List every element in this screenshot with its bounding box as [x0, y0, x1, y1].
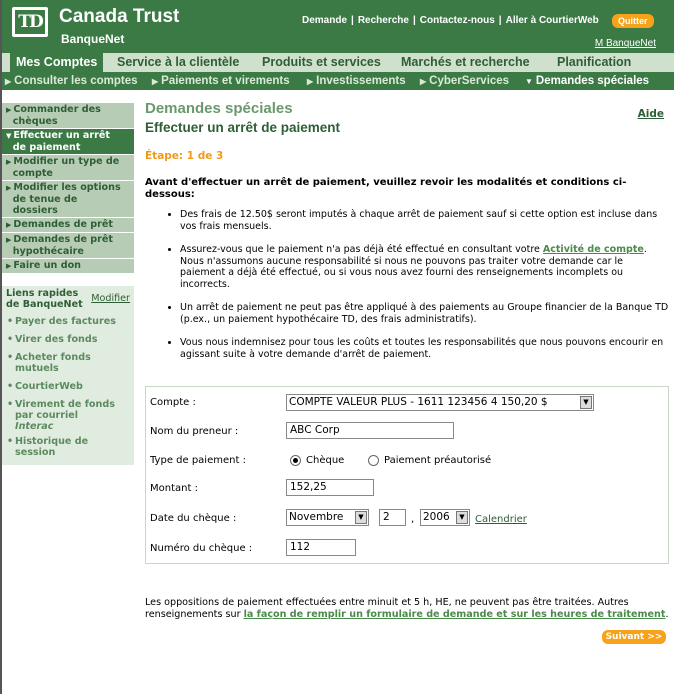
link-demande[interactable]: Demande [302, 15, 348, 26]
arrow-right-icon: ▶ [6, 262, 12, 270]
quick-link-fonds-mutuels[interactable]: • Acheter fonds mutuels [2, 351, 134, 375]
subnav-demandes-speciales[interactable]: ▼ Demandes spéciales [525, 75, 650, 87]
quick-link-courtierweb[interactable]: • CourtierWeb [2, 380, 134, 393]
date-label: Date du chèque : [150, 513, 237, 524]
quick-links-panel [2, 286, 134, 465]
side-item-options-dossiers[interactable]: ▶ Modifier les options de tenue de dossiers [2, 181, 134, 218]
footer-note: Les oppositions de paiement effectuées entre minuit et 5 h, HE, ne peuvent pas être traitées. Autres renseignements sur la façon de remplir un formulaire de demande et sur les heures de traitement. [145, 597, 669, 620]
quick-links-title: Liens rapides de BanqueNet Modifier [6, 288, 130, 310]
link-recherche[interactable]: Recherche [357, 15, 409, 26]
payee-input[interactable]: ABC Corp [286, 422, 454, 439]
td-logo[interactable] [12, 7, 48, 37]
header [2, 0, 674, 53]
quick-links-modify[interactable]: Modifier [91, 293, 130, 304]
logo-text: TD [15, 10, 45, 34]
month-select[interactable]: Novembre ▼ [286, 509, 369, 526]
radio-cheque[interactable] [290, 455, 301, 466]
side-item-commander-cheques[interactable]: ▶ Commander des chèques [2, 103, 134, 129]
arrow-down-icon: ▼ [525, 77, 533, 86]
account-select[interactable]: COMPTE VALEUR PLUS - 1611 123456 4 150,20 $ ▼ [286, 394, 594, 411]
processing-info-link[interactable]: la façon de remplir un formulaire de demande et sur les heures de traitement [243, 608, 666, 620]
main-content [145, 100, 669, 360]
help-link[interactable]: Aide [637, 108, 664, 120]
arrow-down-icon: ▼ [6, 132, 12, 140]
chevron-down-icon: ▼ [355, 511, 367, 524]
chevron-down-icon: ▼ [456, 511, 468, 524]
arrow-right-icon: ▶ [6, 184, 12, 192]
terms-scrollbox[interactable] [145, 209, 669, 360]
subnav-consulter[interactable]: ▶ Consulter les comptes [5, 75, 138, 87]
brand-name: Canada Trust [59, 6, 180, 27]
my-banquenet-link[interactable]: M BanqueNet [594, 38, 656, 49]
quick-link-virer-fonds[interactable]: • Virer des fonds [2, 333, 134, 346]
cheque-number-label: Numéro du chèque : [150, 543, 253, 554]
chevron-down-icon: ▼ [580, 396, 592, 409]
quit-button[interactable]: Quitter [612, 14, 654, 28]
next-button[interactable]: Suivant >> [602, 630, 666, 644]
year-select[interactable]: 2006 ▼ [420, 509, 470, 526]
side-item-demandes-pret[interactable]: ▶ Demandes de prêt [2, 218, 134, 233]
quick-link-historique[interactable]: • Historique de session [2, 435, 134, 459]
page-title: Effectuer un arrêt de paiement [145, 120, 341, 135]
term-td-payments: • Un arrêt de paiement ne peut pas être appliqué à des paiements au Groupe financier de la Banque TD (p.ex., un paiement hypothécaire TD, des frais administratifs). [180, 302, 669, 325]
amount-input[interactable]: 152,25 [286, 479, 374, 496]
payment-type-label: Type de paiement : [150, 455, 246, 466]
arrow-right-icon: ▶ [420, 77, 427, 86]
stop-payment-form [145, 386, 669, 564]
amount-label: Montant : [150, 483, 198, 494]
activity-link[interactable]: Activité de compte [542, 244, 644, 255]
tab-produits-services[interactable]: Produits et services [262, 55, 381, 69]
arrow-right-icon: ▶ [5, 77, 12, 86]
term-verify: • Assurez-vous que le paiement n'a pas déjà été effectué en consultant votre Activité de compte. Nous n'assumons aucune responsabilité si nous ne pouvons pas traiter votre demande car le paiement a déjà été effectué, ou si vous nous avez fourni des renseignements incomplets ou incorrects. [180, 244, 669, 290]
tab-mes-comptes[interactable]: Mes Comptes [10, 53, 103, 72]
subnav-investissements[interactable]: ▶ Investissements [307, 75, 406, 87]
arrow-right-icon: ▶ [152, 77, 159, 86]
radio-preauthorized-label: Paiement préautorisé [384, 455, 492, 466]
side-item-type-compte[interactable]: ▶ Modifier un type de compte [2, 155, 134, 181]
arrow-right-icon: ▶ [6, 158, 12, 166]
top-links: Demande | Recherche | Contactez-nous | Aller à CourtierWeb [302, 15, 599, 26]
link-contact[interactable]: Contactez-nous [419, 15, 495, 26]
tab-service-clientele[interactable]: Service à la clientèle [117, 55, 240, 69]
arrow-right-icon: ▶ [307, 77, 314, 86]
subnav-cyberservices[interactable]: ▶ CyberServices [420, 75, 510, 87]
sub-nav [2, 72, 674, 90]
radio-preauthorized[interactable] [368, 455, 379, 466]
calendar-link[interactable]: Calendrier [475, 514, 527, 525]
link-courtierweb[interactable]: Aller à CourtierWeb [505, 15, 599, 26]
step-indicator: Étape: 1 de 3 [145, 150, 224, 162]
section-title: Demandes spéciales [145, 100, 293, 117]
side-item-faire-don[interactable]: ▶ Faire un don [2, 259, 134, 274]
term-indemnify: • Vous nous indemnisez pour tous les coûts et toutes les responsabilités que nous pouvons encourir en agissant suite à votre demande d'arrêt de paiement. [180, 337, 669, 360]
sidebar [2, 103, 134, 465]
radio-cheque-label: Chèque [306, 455, 345, 466]
quick-link-virement-courriel[interactable]: • Virement de fonds par courriel Interac [2, 398, 134, 433]
side-menu [2, 103, 134, 274]
account-label: Compte : [150, 397, 196, 408]
arrow-right-icon: ▶ [6, 221, 12, 229]
arrow-right-icon: ▶ [6, 236, 12, 244]
date-separator: , [411, 514, 415, 525]
tab-marches-recherche[interactable]: Marchés et recherche [401, 55, 530, 69]
term-fee: • Des frais de 12.50$ seront imputés à chaque arrêt de paiement sauf si cette option est incluse dans vos frais mensuels. [180, 209, 669, 232]
payee-label: Nom du preneur : [150, 426, 239, 437]
quick-link-payer-factures[interactable]: • Payer des factures [2, 315, 134, 328]
side-item-pret-hypothecaire[interactable]: ▶ Demandes de prêt hypothécaire [2, 233, 134, 259]
day-input[interactable]: 2 [379, 509, 406, 526]
side-item-arret-paiement[interactable]: ▼ Effectuer un arrêt de paiement [2, 129, 134, 155]
main-nav [2, 53, 674, 72]
arrow-right-icon: ▶ [6, 106, 12, 114]
tab-planification[interactable]: Planification [557, 55, 632, 69]
cheque-number-input[interactable]: 112 [286, 539, 356, 556]
subnav-paiements[interactable]: ▶ Paiements et virements [152, 75, 290, 87]
intro-text: Avant d'effectuer un arrêt de paiement, veuillez revoir les modalités et conditions ci-dessous: [145, 177, 627, 200]
brand-sub: BanqueNet [61, 32, 125, 46]
